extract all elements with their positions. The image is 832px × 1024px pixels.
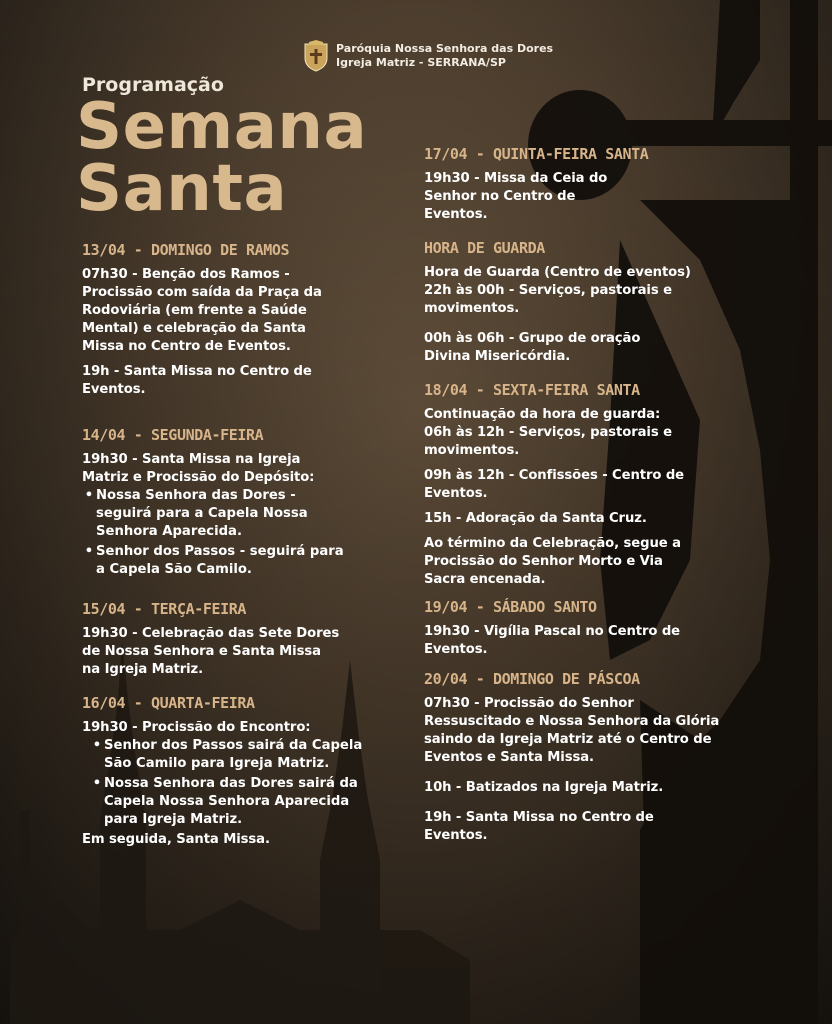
parish-header (336, 42, 553, 70)
schedule-entry: Continuação da hora de guarda: 06h às 12h - Serviços, pastorais e movimentos. (424, 407, 672, 458)
parish-name: Paróquia Nossa Senhora das Dores (336, 42, 554, 55)
section-title: 15/04 - TERÇA-FEIRA (82, 600, 246, 618)
title-line-1: Semana (76, 90, 368, 164)
schedule-entry: 09h às 12h - Confissões - Centro de Eventos. (424, 468, 685, 501)
section-title: 19/04 - SÁBADO SANTO (424, 598, 597, 616)
schedule-entry: 19h30 - Santa Missa na Igreja Matriz e Procissão do Depósito: (82, 452, 315, 485)
page-title (76, 90, 368, 226)
schedule-entry: 19h - Santa Missa no Centro de Eventos. (424, 810, 654, 843)
day-section-palm-sunday (82, 240, 382, 399)
bullet-icon: • (92, 738, 102, 753)
parish-emblem-icon (302, 40, 330, 72)
schedule-right-column (424, 144, 754, 859)
schedule-entry: 10h - Batizados na Igreja Matriz. (424, 780, 664, 795)
schedule-entry: 19h30 - Procissão do Encontro: (82, 720, 311, 735)
bullet-icon: • (92, 776, 102, 791)
parish-location: Igreja Matriz - SERRANA/SP (336, 56, 506, 69)
schedule-entry: 15h - Adoração da Santa Cruz. (424, 511, 647, 526)
bullet-item: • Nossa Senhora das Dores - seguirá para a Capela Nossa Senhora Aparecida. (82, 487, 382, 541)
bullet-item: • Nossa Senhora das Dores sairá da Capela Nossa Senhora Aparecida para Igreja Matriz. (82, 775, 382, 829)
schedule-entry: Ao término da Celebração, segue a Procissão do Senhor Morto e Via Sacra encenada. (424, 536, 681, 587)
day-section-tuesday (82, 599, 382, 679)
day-section-holy-saturday (424, 597, 754, 659)
schedule-entry: 19h - Santa Missa no Centro de Eventos. (82, 364, 312, 397)
bullet-icon: • (84, 488, 94, 503)
section-title: 20/04 - DOMINGO DE PÁSCOA (424, 670, 640, 688)
day-section-holy-thursday (424, 144, 754, 224)
schedule-entry: 19h30 - Missa da Ceia do Senhor no Centro de Eventos. (424, 171, 608, 222)
title-line-2: Santa (76, 152, 288, 226)
section-title: 14/04 - SEGUNDA-FEIRA (82, 426, 264, 444)
section-title: 13/04 - DOMINGO DE RAMOS (82, 241, 290, 259)
schedule-entry: Hora de Guarda (Centro de eventos) 22h às 00h - Serviços, pastorais e movimentos. (424, 265, 691, 316)
schedule-entry: 07h30 - Procissão do Senhor Ressuscitado e Nossa Senhora da Glória saindo da Igreja Matriz até o Centro de Eventos e Santa Missa. (424, 696, 720, 765)
schedule-entry: 19h30 - Celebração das Sete Dores de Nossa Senhora e Santa Missa na Igreja Matriz. (82, 626, 340, 677)
section-holy-hour (424, 238, 754, 366)
schedule-left-column (82, 240, 382, 863)
bullet-icon: • (84, 544, 94, 559)
day-section-monday (82, 425, 382, 579)
schedule-entry: 07h30 - Benção dos Ramos - Procissão com saída da Praça da Rodoviária (em frente a Saúde Mental) e celebração da Santa Missa no Centro de Eventos. (82, 267, 322, 354)
day-section-easter-sunday (424, 669, 754, 845)
day-section-wednesday (82, 693, 382, 849)
schedule-entry: 19h30 - Vigília Pascal no Centro de Eventos. (424, 624, 681, 657)
section-title: 16/04 - QUARTA-FEIRA (82, 694, 255, 712)
bullet-item: • Senhor dos Passos sairá da Capela São Camilo para Igreja Matriz. (82, 737, 382, 773)
schedule-entry: 00h às 06h - Grupo de oração Divina Misericórdia. (424, 331, 641, 364)
section-title: 17/04 - QUINTA-FEIRA SANTA (424, 145, 649, 163)
section-title: 18/04 - SEXTA-FEIRA SANTA (424, 381, 640, 399)
section-title: HORA DE GUARDA (424, 239, 545, 257)
program-kicker: Programação (82, 74, 224, 96)
bullet-item: • Senhor dos Passos - seguirá para a Capela São Camilo. (82, 543, 382, 579)
day-section-good-friday (424, 380, 754, 589)
schedule-entry: Em seguida, Santa Missa. (82, 832, 270, 847)
